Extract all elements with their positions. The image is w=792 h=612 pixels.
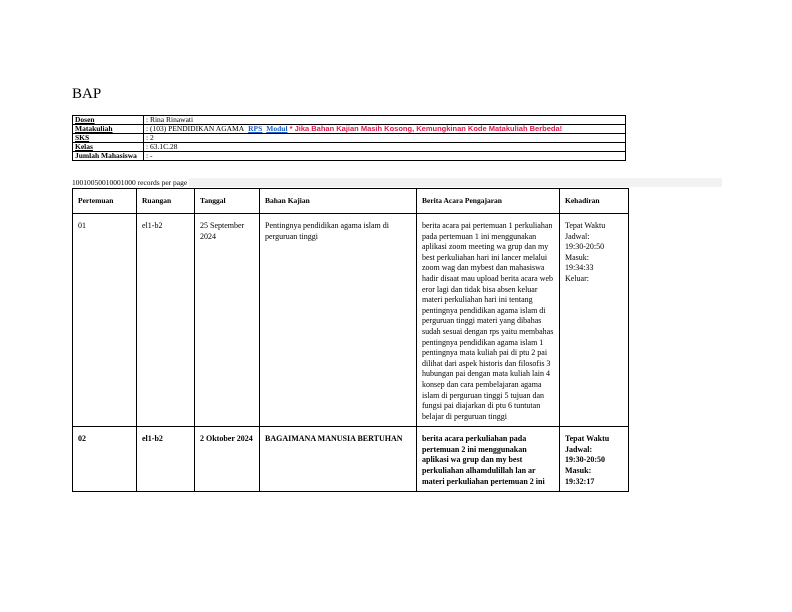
cell-kehadiran [560, 214, 629, 427]
bap-table [72, 188, 629, 492]
cell-pertemuan: 01 [73, 214, 137, 427]
header-berita-acara[interactable]: Berita Acara Pengajaran [417, 189, 560, 214]
attendance-out-label: Keluar: [565, 273, 589, 283]
cell-tanggal: 25 September 2024 [195, 214, 260, 427]
attendance-in-time: 19:32:17 [565, 476, 595, 486]
attendance-status: Tepat Waktu [565, 221, 606, 230]
rps-link[interactable]: RPS [248, 124, 263, 133]
cell-kehadiran [560, 427, 629, 492]
records-per-page-selector[interactable]: 10010050010001000 records per page [72, 178, 188, 187]
attendance-schedule-label: Jadwal: [565, 444, 593, 454]
kelas-value: : 63.1C.28 [144, 143, 626, 152]
dosen-value: : Rina Rinawati [144, 116, 626, 125]
table-row [73, 427, 629, 492]
cell-tanggal: 2 Oktober 2024 [195, 427, 260, 492]
jumlah-value: : - [144, 152, 626, 161]
cell-berita-acara: berita acara pai pertemuan 1 perkuliahan pada pertemuan 1 ini menggunakan aplikasi zoom meeting wa grup dan my best perkuliahan hari ini lancer melalui zoom wag dan mybest dan mahasiswa hadir disaat mau upload berita acara web eror lagi dan tidak bisa absen keluar materi perkuliahan hari ini tentang pentingnya pendidikan agama islam di perguruan tinggi materi yang dibahas sudah sesuai dengan rps yaitu membahas pentingnya pendidikan agama islam 1 pentingnya mata kuliah pai di ptu 2 pai dilihat dari aspek historis dan filosofis 3 hubungan pai dengan mata kuliah lain 4 konsep dan cara pembelajaran agama islam di perguruan tinggi 5 tujuan dan fungsi pai diajarkan di ptu 6 tuntutan belajar di perguruan tinggi [417, 214, 560, 427]
attendance-schedule-time: 19:30-20:50 [565, 455, 605, 465]
cell-pertemuan: 02 [73, 427, 137, 492]
attendance-in-label: Masuk: [565, 252, 589, 262]
modul-link[interactable]: Modul [266, 124, 288, 133]
kajian-warning: * Jika Bahan Kajian Masih Kosong, Kemungkinan Kode Matakuliah Berbeda! [289, 124, 563, 133]
sks-label: SKS [73, 134, 144, 143]
attendance-in-time: 19:34:33 [565, 263, 594, 273]
matakuliah-value: : (103) PENDIDIKAN AGAMA [146, 124, 245, 133]
page-title: BAP [72, 86, 102, 102]
cell-bahan-kajian: Pentingnya pendidikan agama islam di perguruan tinggi [260, 214, 417, 427]
kelas-label: Kelas [73, 143, 144, 152]
cell-berita-acara: berita acara perkuliahan pada pertemuan 2 ini menggunakan aplikasi wa grup dan my best perkuliahan alhamdulillah lan ar materi perkuliahan pertemuan 2 ini [417, 427, 560, 492]
cell-bahan-kajian: BAGAIMANA MANUSIA BERTUHAN [260, 427, 417, 492]
matakuliah-label: Matakuliah [73, 125, 144, 134]
dosen-label: Dosen [73, 116, 144, 125]
cell-ruangan: el1-b2 [137, 214, 195, 427]
header-kehadiran[interactable]: Kehadiran [560, 189, 629, 214]
header-pertemuan[interactable]: Pertemuan [73, 189, 137, 214]
sks-value: : 2 [144, 134, 626, 143]
header-bahan-kajian[interactable]: Bahan Kajian [260, 189, 417, 214]
attendance-status: Tepat Waktu [565, 434, 610, 444]
table-row [73, 214, 629, 427]
header-ruangan[interactable]: Ruangan [137, 189, 195, 214]
attendance-schedule-time: 19:30-20:50 [565, 242, 605, 252]
attendance-in-label: Masuk: [565, 466, 592, 476]
cell-ruangan: el1-b2 [137, 427, 195, 492]
attendance-schedule-label: Jadwal: [565, 231, 590, 241]
header-tanggal[interactable]: Tanggal [195, 189, 260, 214]
jumlah-label: Jumlah Mahasiswa [73, 152, 144, 161]
table-header-row [73, 189, 629, 214]
